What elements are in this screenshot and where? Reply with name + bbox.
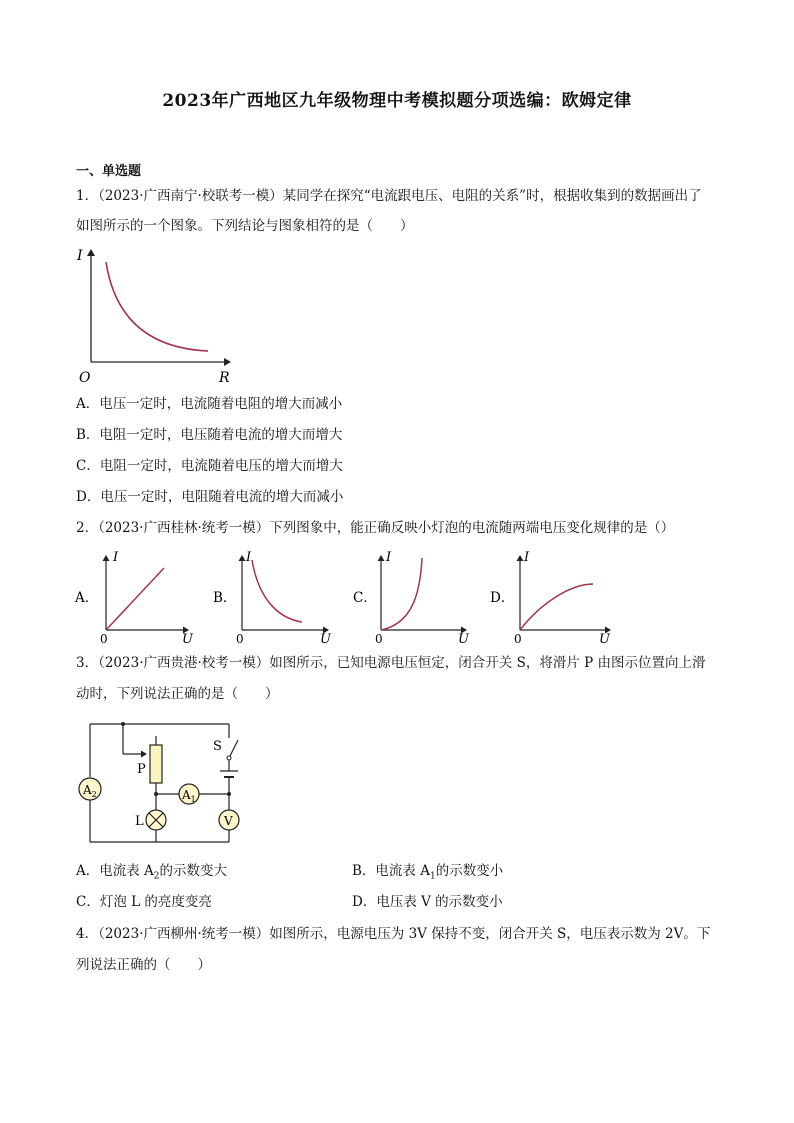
question-3-option-c[interactable]: C．灯泡 L 的亮度变亮 (76, 894, 212, 910)
graph-a-origin: 0 (100, 632, 108, 646)
rheostat (150, 745, 162, 783)
question-1-text-cont: 如图所示的一个图象。下列结论与图象相符的是（ ） (76, 218, 414, 234)
section-heading: 一、单选题 (76, 164, 142, 179)
switch-label: S (213, 739, 222, 754)
graph-a[interactable] (74, 550, 194, 646)
graph-d-x-label: U (599, 632, 610, 646)
graph-a-y-label: I (113, 550, 119, 565)
graph-a-x-label: U (182, 632, 193, 646)
question-1-option-b[interactable]: B．电阻一定时，电压随着电流的增大而增大 (76, 427, 343, 443)
y-axis-label: I (77, 248, 83, 264)
origin-label: O (79, 370, 91, 384)
graph-b[interactable] (213, 550, 332, 646)
graph-a-curve (106, 568, 164, 630)
graph-d-letter: D． (490, 590, 515, 606)
graph-c-letter: C． (353, 590, 377, 606)
graph-d-curve (520, 584, 593, 630)
question-4-text-cont: 列说法正确的（ ） (76, 957, 211, 973)
ammeter-a2-label: $A_2$ (83, 783, 97, 799)
ammeter-a1-label: $A_1$ (182, 788, 196, 804)
graph-b-origin: 0 (236, 632, 244, 646)
inverse-curve (106, 262, 208, 351)
question-3-text: 3．（2023·广西贵港·校考一模）如图所示，已知电源电压恒定，闭合开关 S，将滑片 P 由图示位置向上滑 (76, 655, 706, 671)
question-3-option-a[interactable]: A．电流表 $A_2$的示数变大 (76, 863, 228, 882)
question-3-option-d[interactable]: D．电压表 V 的示数变小 (352, 894, 503, 910)
voltmeter-label: V (224, 814, 233, 828)
question-3-option-b[interactable]: B．电流表 $A_1$的示数变小 (352, 863, 504, 882)
question-4-text: 4．（2023·广西柳州·统考一模）如图所示，电源电压为 3V 保持不变，闭合开关 S，电压表示数为 2V。下 (76, 926, 711, 942)
graph-d-origin: 0 (514, 632, 522, 646)
graph-b-curve (252, 560, 302, 622)
graph-b-y-label: I (246, 550, 252, 565)
graph-a-letter: A． (75, 590, 99, 606)
switch-contact (227, 756, 231, 760)
question-1-text: 1．（2023·广西南宁·校联考一模）某同学在探究“电流跟电压、电阻的关系”时，根据收集到的数据画出了 (76, 188, 702, 204)
question-1-option-a[interactable]: A．电压一定时，电流随着电阻的增大而减小 (76, 396, 343, 412)
graph-c[interactable] (353, 550, 470, 646)
x-axis-label: R (219, 370, 230, 384)
lamp-label: L (135, 814, 144, 829)
question-1-option-c[interactable]: C．电阻一定时，电流随着电压的增大而增大 (76, 458, 343, 474)
graph-b-x-label: U (320, 632, 331, 646)
question-3-circuit (76, 716, 256, 848)
page-title: 2023年广西地区九年级物理中考模拟题分项选编：欧姆定律 (162, 91, 632, 111)
graph-b-letter: B． (213, 590, 237, 606)
graph-c-y-label: I (386, 550, 392, 565)
slider-label: P (137, 762, 146, 777)
question-2-graphs (70, 546, 630, 646)
graph-c-origin: 0 (375, 632, 383, 646)
graph-d[interactable] (490, 550, 611, 646)
graph-c-curve (381, 558, 422, 630)
question-1-graph (74, 244, 244, 384)
graph-c-x-label: U (458, 632, 469, 646)
question-1-option-d[interactable]: D．电压一定时，电阻随着电流的增大而减小 (76, 489, 344, 505)
question-2-text: 2．（2023·广西桂林·统考一模）下列图象中，能正确反映小灯泡的电流随两端电压变化规律的是（） (76, 520, 675, 536)
graph-d-y-label: I (524, 550, 530, 565)
question-3-text-cont: 动时，下列说法正确的是（ ） (76, 686, 279, 702)
